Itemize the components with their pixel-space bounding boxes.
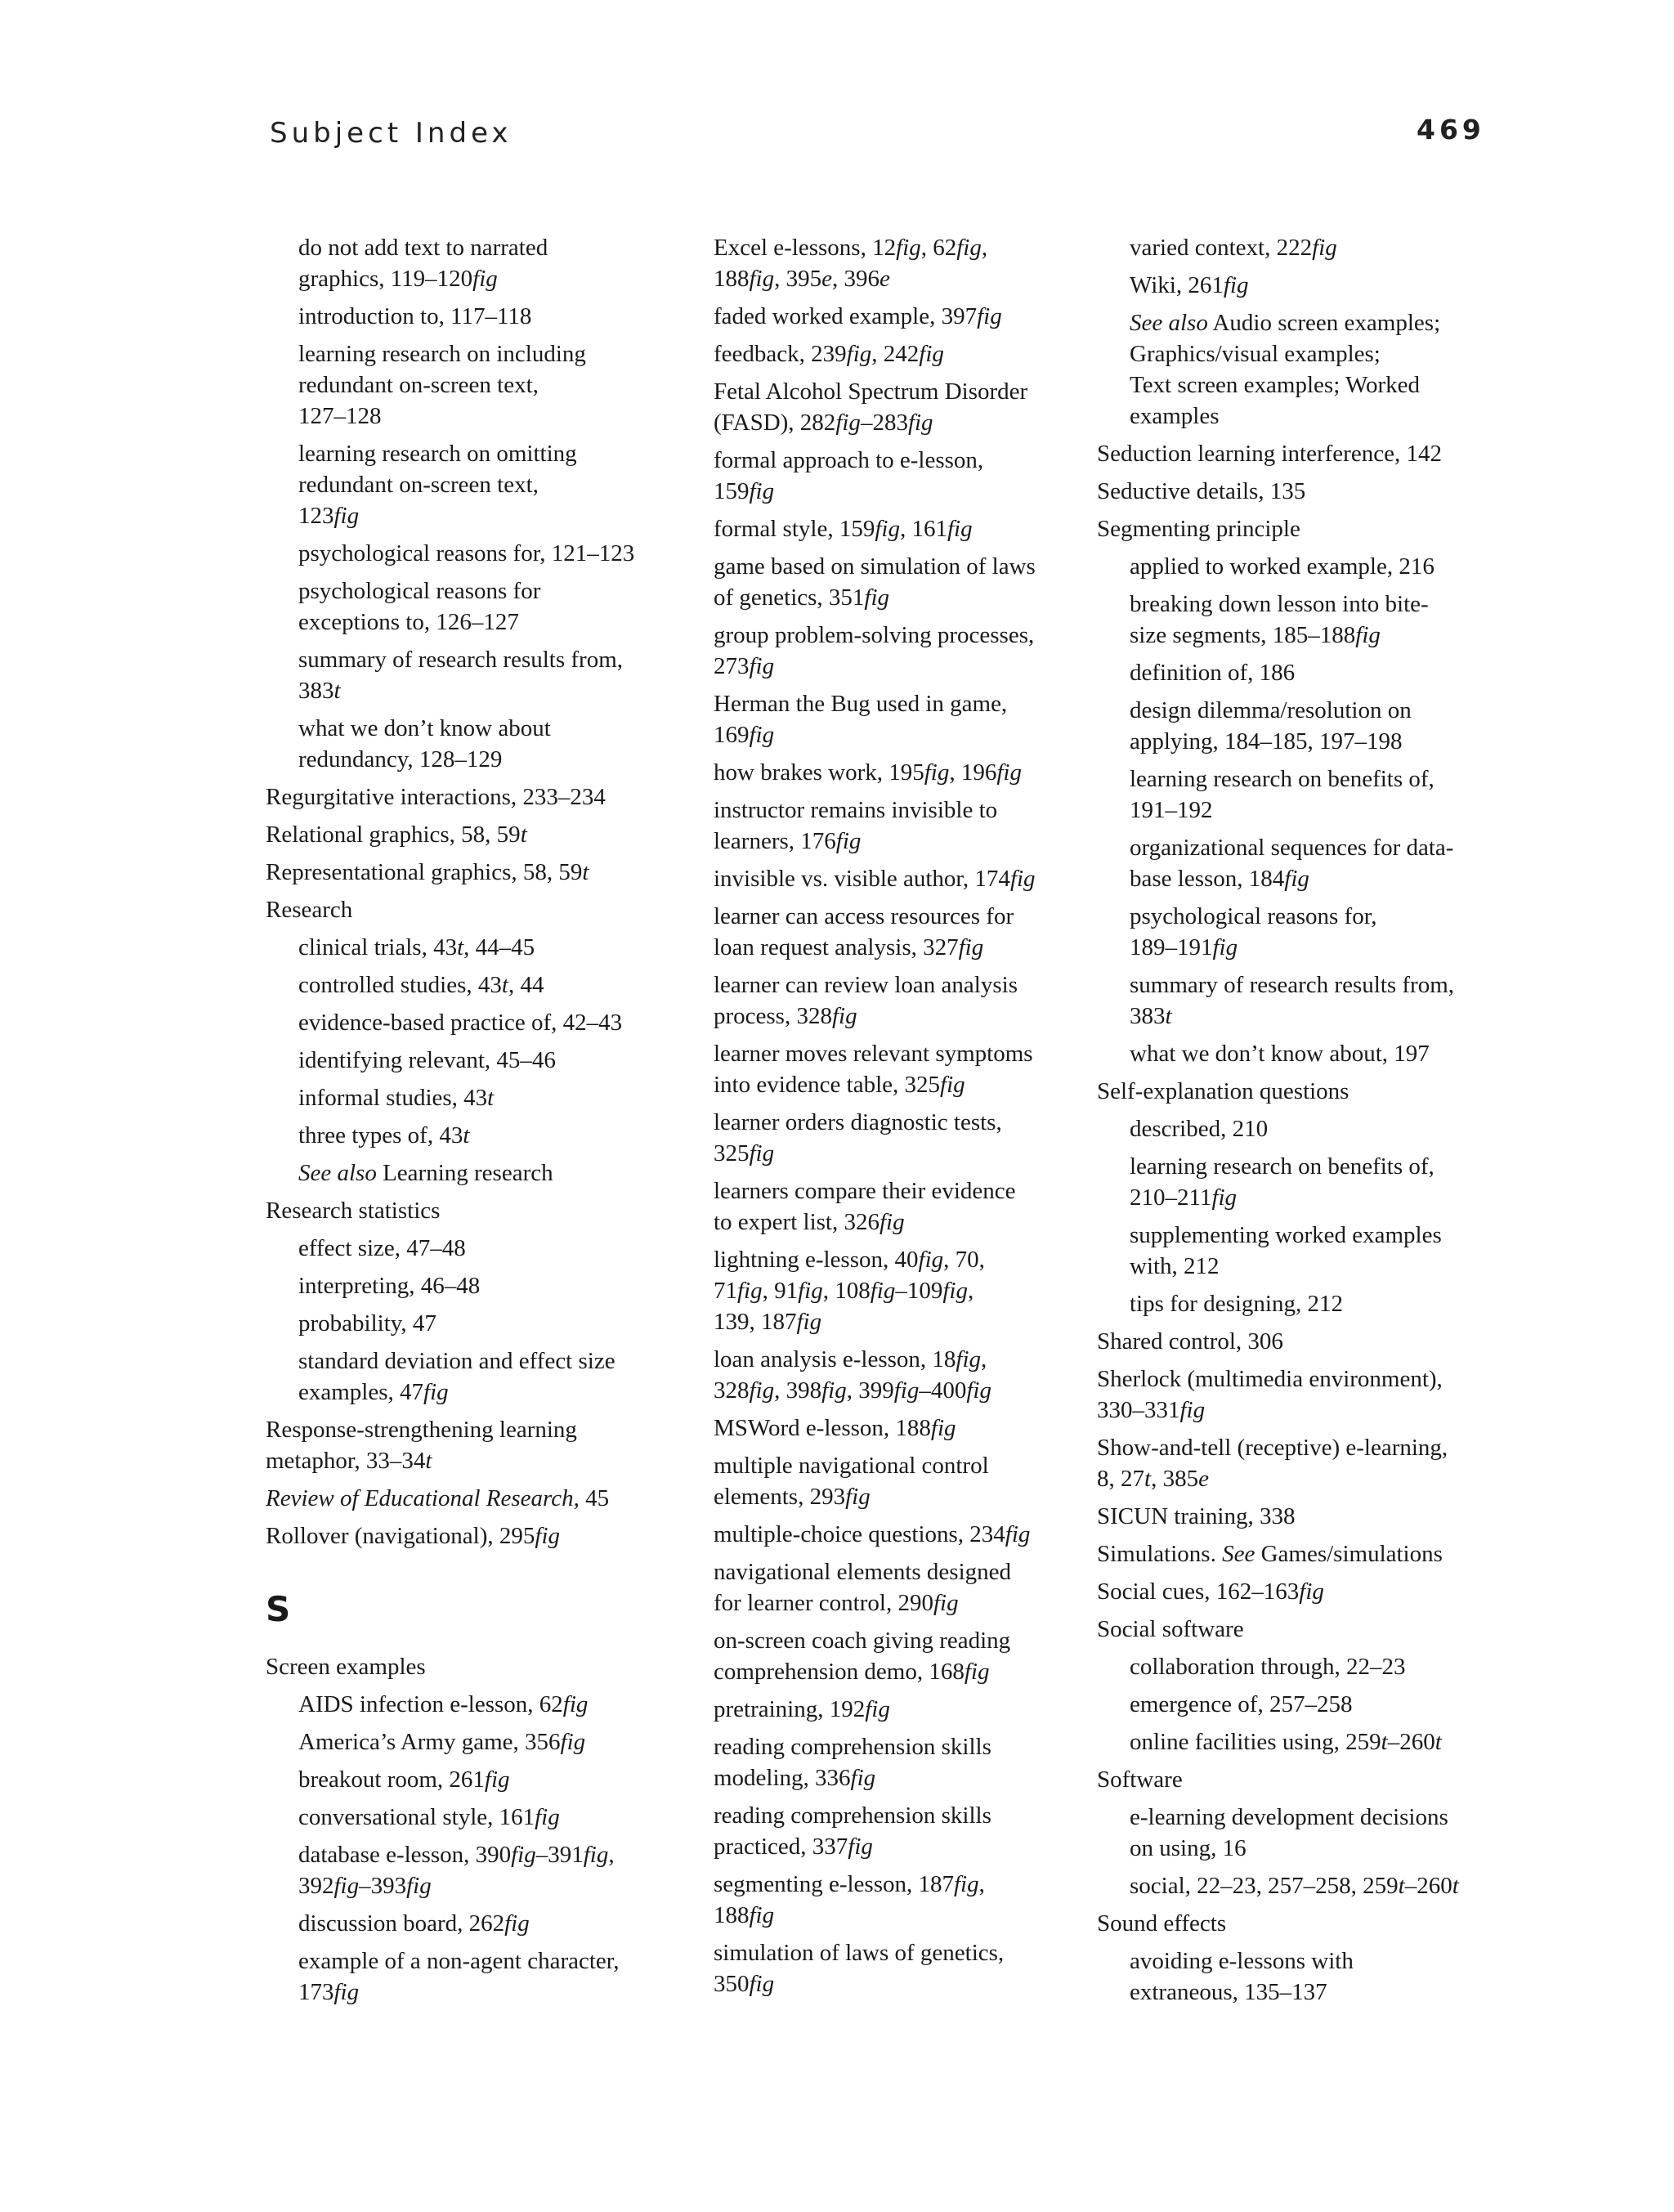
index-entry (266, 1520, 674, 1552)
index-entry-line: informal studies, 43t (298, 1085, 495, 1111)
index-entry-line: Regurgitative interactions, 233–234 (266, 784, 606, 810)
index-entry-line: examples (1130, 403, 1220, 429)
index-entry (714, 1244, 1073, 1337)
index-subentry (1130, 1151, 1489, 1213)
index-entry-line: feedback, 239fig, 242fig (714, 341, 944, 367)
index-entry (714, 1038, 1073, 1100)
index-entry-line: (FASD), 282fig–283fig (714, 410, 933, 436)
index-subentry (298, 932, 674, 963)
index-entry-line: Research statistics (266, 1198, 441, 1224)
index-entry-line: avoiding e-lessons with (1130, 1948, 1354, 1974)
index-entry-line: Rollover (navigational), 295fig (266, 1523, 561, 1549)
index-entry-line: database e-lesson, 390fig–391fig, (298, 1842, 615, 1868)
index-entry-line: examples, 47fig (298, 1379, 449, 1405)
index-entry-line: simulation of laws of genetics, (714, 1940, 1005, 1966)
index-entry-line: effect size, 47–48 (298, 1235, 466, 1261)
index-entry-line: multiple navigational control (714, 1453, 989, 1479)
index-entry (266, 1414, 674, 1476)
index-entry-line: 383t (298, 678, 341, 704)
index-entry-line: Sound effects (1097, 1910, 1227, 1937)
index-entry (1097, 1326, 1489, 1357)
index-entry-line: elements, 293fig (714, 1484, 871, 1510)
index-entry-line: Show-and-tell (receptive) e-learning, (1097, 1435, 1448, 1461)
index-entry-line: Research (266, 897, 353, 923)
index-subentry (298, 644, 674, 706)
index-entry (714, 1175, 1073, 1238)
index-entry-line: learning research on omitting (298, 441, 577, 467)
index-entry-line: 123fig (298, 503, 360, 529)
index-entry-line: Fetal Alcohol Spectrum Disorder (714, 378, 1028, 405)
index-subentry (1130, 1288, 1489, 1319)
index-entry-line: design dilemma/resolution on (1130, 697, 1412, 723)
index-subentry (1130, 657, 1489, 688)
index-entry-line: of genetics, 351fig (714, 584, 890, 611)
index-entry-line: 273fig (714, 653, 775, 679)
index-entry-line: do not add text to narrated (298, 235, 548, 261)
index-subentry (298, 538, 674, 569)
index-entry-line: 8, 27t, 385e (1097, 1466, 1209, 1492)
index-entry (714, 1800, 1073, 1862)
index-entry-line: three types of, 43t (298, 1122, 470, 1149)
index-entry-line: into evidence table, 325fig (714, 1072, 965, 1098)
index-entry-line: Screen examples (266, 1654, 426, 1680)
index-entry (1097, 476, 1489, 507)
index-subentry (1130, 695, 1489, 757)
index-subentry (1130, 307, 1489, 432)
index-entry-line: Representational graphics, 58, 59t (266, 859, 589, 885)
index-entry-line: breakout room, 261fig (298, 1766, 510, 1793)
index-subentry (298, 1764, 674, 1795)
index-entry-line: applying, 184–185, 197–198 (1130, 728, 1403, 754)
index-subentry (298, 1007, 674, 1038)
index-entry-line: breaking down lesson into bite- (1130, 591, 1429, 617)
index-entry-line: Segmenting principle (1097, 516, 1300, 542)
index-entry-line: game based on simulation of laws (714, 553, 1036, 580)
index-subentry (298, 1689, 674, 1720)
index-subentry (1130, 901, 1489, 963)
index-entry-line: AIDS infection e-lesson, 62fig (298, 1691, 589, 1717)
index-entry-line: 159fig (714, 478, 775, 504)
index-entry (714, 376, 1073, 438)
index-entry (1097, 1501, 1489, 1532)
index-entry-line: discussion board, 262fig (298, 1910, 530, 1937)
index-subentry (298, 713, 674, 775)
index-subentry (1130, 1802, 1489, 1864)
index-entry (714, 1556, 1073, 1619)
index-entry-line: reading comprehension skills (714, 1734, 991, 1760)
index-subentry (1130, 763, 1489, 826)
index-entry (714, 969, 1073, 1032)
index-entry-line: base lesson, 184fig (1130, 866, 1309, 892)
index-entry-line: 173fig (298, 1979, 360, 2005)
index-column-2 (714, 232, 1073, 2006)
index-entry-line: multiple-choice questions, 234fig (714, 1521, 1031, 1547)
index-entry-line: invisible vs. visible author, 174fig (714, 866, 1036, 892)
index-entry-line: 210–211fig (1130, 1184, 1238, 1211)
index-entry (1097, 513, 1489, 544)
index-entry-line: formal approach to e-lesson, (714, 447, 984, 473)
index-subentry (298, 1839, 674, 1901)
index-entry (714, 1869, 1073, 1931)
index-subentry (1130, 589, 1489, 651)
index-entry-line: lightning e-lesson, 40fig, 70, (714, 1247, 985, 1273)
index-entry-line: learner can review loan analysis (714, 972, 1018, 998)
index-entry-line: Response-strengthening learning (266, 1417, 577, 1443)
index-entry-line: learners compare their evidence (714, 1178, 1016, 1204)
index-entry-line: introduction to, 117–118 (298, 303, 532, 329)
index-entry-line: Graphics/visual examples; (1130, 341, 1381, 367)
index-entry (714, 1450, 1073, 1512)
index-entry-line: modeling, 336fig (714, 1765, 876, 1791)
index-entry-line: faded worked example, 397fig (714, 303, 1002, 329)
index-entry (1097, 1432, 1489, 1494)
index-entry (1097, 1363, 1489, 1426)
index-entry-line: learner can access resources for (714, 903, 1014, 929)
index-entry-line: emergence of, 257–258 (1130, 1691, 1353, 1717)
index-entry (266, 1483, 674, 1514)
page-number: 469 (1417, 114, 1485, 146)
index-entry-line: learning research on benefits of, (1130, 1153, 1435, 1180)
index-subentry (1130, 1220, 1489, 1282)
index-subentry (298, 1157, 674, 1189)
index-entry-line: 169fig (714, 722, 775, 748)
index-entry (1097, 1764, 1489, 1795)
index-entry (1097, 1538, 1489, 1569)
index-entry-line: segmenting e-lesson, 187fig, (714, 1871, 985, 1897)
index-entry-line: learner moves relevant symptoms (714, 1041, 1033, 1067)
index-entry (714, 338, 1073, 369)
index-subentry (298, 338, 674, 432)
index-subentry (1130, 1946, 1489, 2008)
index-entry (714, 688, 1073, 750)
index-subentry (1130, 1038, 1489, 1069)
index-entry (714, 1625, 1073, 1687)
index-entry-line: instructor remains invisible to (714, 797, 998, 823)
index-entry-line: America’s Army game, 356fig (298, 1729, 586, 1755)
index-entry-line: what we don’t know about, 197 (1130, 1041, 1430, 1067)
index-entry-line: metaphor, 33–34t (266, 1448, 432, 1474)
index-entry-line: 127–128 (298, 403, 382, 429)
index-subentry (1130, 1726, 1489, 1758)
index-entry-line: Social cues, 162–163fig (1097, 1578, 1324, 1605)
index-subentry (298, 232, 674, 294)
index-subentry (298, 575, 674, 638)
index-entry (1097, 1614, 1489, 1645)
index-entry-line: See also Audio screen examples; (1130, 310, 1441, 336)
index-entry (714, 620, 1073, 682)
index-entry-line: 383t (1130, 1003, 1172, 1029)
index-entry (714, 1937, 1073, 1999)
index-entry (266, 1195, 674, 1226)
index-entry-line: psychological reasons for (298, 578, 541, 604)
index-entry-line: applied to worked example, 216 (1130, 553, 1435, 580)
index-entry-line: evidence-based practice of, 42–43 (298, 1010, 623, 1036)
index-subentry (298, 1346, 674, 1408)
index-entry (714, 232, 1073, 294)
index-entry-line: Herman the Bug used in game, (714, 691, 1008, 717)
index-subentry (298, 301, 674, 332)
index-entry-line: Review of Educational Research, 45 (266, 1485, 610, 1511)
index-entry-line: comprehension demo, 168fig (714, 1659, 990, 1685)
index-entry-line: practiced, 337fig (714, 1834, 873, 1860)
index-entry (714, 1731, 1073, 1793)
index-entry-line: learning research on benefits of, (1130, 766, 1435, 792)
index-entry-line: how brakes work, 195fig, 196fig (714, 759, 1022, 786)
index-entry-line: Software (1097, 1766, 1183, 1793)
index-entry (266, 894, 674, 925)
index-entry-line: standard deviation and effect size (298, 1348, 615, 1374)
index-entry-line: pretraining, 192fig (714, 1696, 890, 1722)
index-entry-line: redundancy, 128–129 (298, 746, 503, 772)
index-subentry (298, 1045, 674, 1076)
index-entry-line: 191–192 (1130, 797, 1213, 823)
index-entry-line: Shared control, 306 (1097, 1328, 1283, 1355)
index-entry (714, 551, 1073, 613)
index-subentry (298, 1082, 674, 1113)
index-entry-line: tips for designing, 212 (1130, 1291, 1343, 1317)
index-entry-line: 330–331fig (1097, 1397, 1206, 1423)
index-subentry (1130, 1651, 1489, 1682)
index-entry-line: learners, 176fig (714, 828, 862, 854)
index-entry (266, 819, 674, 850)
index-entry-line: conversational style, 161fig (298, 1804, 560, 1830)
index-entry-line: online facilities using, 259t–260t (1130, 1729, 1442, 1755)
index-entry-line: clinical trials, 43t, 44–45 (298, 934, 535, 960)
index-subentry (298, 1908, 674, 1939)
index-entry-line: 188fig, 395e, 396e (714, 266, 890, 292)
index-entry-line: 350fig (714, 1971, 775, 1997)
index-entry-line: collaboration through, 22–23 (1130, 1654, 1406, 1680)
index-entry-line: to expert list, 326fig (714, 1209, 905, 1235)
index-subentry (1130, 832, 1489, 894)
index-entry-line: reading comprehension skills (714, 1802, 991, 1829)
index-entry-line: Seductive details, 135 (1097, 478, 1306, 504)
index-entry-line: with, 212 (1130, 1253, 1220, 1279)
index-entry (714, 1694, 1073, 1725)
index-entry-line: Social software (1097, 1616, 1244, 1642)
index-entry (714, 445, 1073, 507)
index-entry (714, 1519, 1073, 1550)
index-entry (714, 301, 1073, 332)
index-subentry (1130, 1870, 1489, 1901)
index-entry-line: Wiki, 261fig (1130, 272, 1249, 298)
index-entry-line: example of a non-agent character, (298, 1948, 620, 1974)
index-entry-line: varied context, 222fig (1130, 235, 1337, 261)
index-entry-line: SICUN training, 338 (1097, 1503, 1296, 1529)
index-entry-line: learning research on including (298, 341, 586, 367)
index-entry-line: redundant on-screen text, (298, 372, 539, 398)
index-entry-line: navigational elements designed (714, 1559, 1012, 1585)
index-subentry (298, 1233, 674, 1264)
index-entry-line: on using, 16 (1130, 1835, 1247, 1861)
index-entry-line: size segments, 185–188fig (1130, 622, 1381, 648)
index-entry-line: summary of research results from, (1130, 972, 1455, 998)
index-column-1 (266, 232, 674, 2014)
index-subentry (298, 438, 674, 531)
index-entry-line: MSWord e-lesson, 188fig (714, 1415, 956, 1441)
index-entry-line: what we don’t know about (298, 715, 551, 741)
index-entry-line: Excel e-lessons, 12fig, 62fig, (714, 235, 988, 261)
index-entry-line: loan request analysis, 327fig (714, 934, 984, 960)
index-entry-line: See also Learning research (298, 1160, 553, 1186)
index-entry (1097, 1908, 1489, 1939)
index-entry-line: 325fig (714, 1140, 775, 1166)
index-entry (714, 795, 1073, 857)
index-entry (266, 857, 674, 888)
index-entry-line: exceptions to, 126–127 (298, 609, 519, 635)
index-entry (266, 1651, 674, 1682)
index-subentry (298, 969, 674, 1001)
index-column-3 (1097, 232, 1489, 2014)
index-entry (714, 901, 1073, 963)
index-entry-line: social, 22–23, 257–258, 259t–260t (1130, 1873, 1459, 1899)
index-entry-line: 189–191fig (1130, 934, 1238, 960)
index-subentry (298, 1270, 674, 1301)
index-entry-line: psychological reasons for, (1130, 903, 1377, 929)
index-entry (714, 863, 1073, 894)
index-subentry (1130, 270, 1489, 301)
running-head: Subject Index (270, 117, 512, 150)
index-entry (1097, 438, 1489, 469)
index-entry-line: controlled studies, 43t, 44 (298, 972, 544, 998)
index-entry-line: Text screen examples; Worked (1130, 372, 1421, 398)
index-entry-line: interpreting, 46–48 (298, 1273, 481, 1299)
index-entry-line: Sherlock (multimedia environment), (1097, 1366, 1443, 1392)
index-entry-line: for learner control, 290fig (714, 1590, 959, 1616)
index-subentry (1130, 1113, 1489, 1144)
index-subentry (1130, 551, 1489, 582)
index-entry-line: Relational graphics, 58, 59t (266, 822, 527, 848)
index-subentry (298, 1120, 674, 1151)
index-entry-line: 392fig–393fig (298, 1873, 432, 1899)
index-entry-line: e-learning development decisions (1130, 1804, 1448, 1830)
index-entry-line: psychological reasons for, 121–123 (298, 540, 635, 566)
index-entry-line: described, 210 (1130, 1116, 1269, 1142)
index-entry-line: identifying relevant, 45–46 (298, 1047, 556, 1073)
index-entry-line: supplementing worked examples (1130, 1222, 1442, 1248)
index-entry-line: 188fig (714, 1902, 775, 1928)
index-subentry (1130, 969, 1489, 1032)
index-subentry (298, 1946, 674, 2008)
index-entry-line: process, 328fig (714, 1003, 857, 1029)
index-subentry (298, 1726, 674, 1758)
index-entry-line: on-screen coach giving reading (714, 1628, 1011, 1654)
index-entry-line: summary of research results from, (298, 647, 624, 673)
index-entry (714, 513, 1073, 544)
index-entry (1097, 1076, 1489, 1107)
section-letter-heading: S (266, 1589, 291, 1629)
index-subentry (298, 1308, 674, 1339)
index-entry-line: loan analysis e-lesson, 18fig, (714, 1346, 987, 1372)
index-entry (714, 757, 1073, 788)
index-entry-line: probability, 47 (298, 1310, 436, 1337)
index-subentry (1130, 1689, 1489, 1720)
index-entry-line: formal style, 159fig, 161fig (714, 516, 973, 542)
index-entry (266, 781, 674, 813)
index-entry-line: Self-explanation questions (1097, 1078, 1349, 1104)
index-subentry (298, 1802, 674, 1833)
index-entry (714, 1107, 1073, 1169)
index-entry-line: Simulations. See Games/simulations (1097, 1541, 1443, 1567)
index-entry-line: Seduction learning interference, 142 (1097, 441, 1442, 467)
index-subentry (1130, 232, 1489, 263)
index-entry-line: 71fig, 91fig, 108fig–109fig, (714, 1278, 974, 1304)
index-entry-line: group problem-solving processes, (714, 622, 1035, 648)
index-entry-line: 139, 187fig (714, 1309, 822, 1335)
index-entry-line: extraneous, 135–137 (1130, 1979, 1327, 2005)
index-entry-line: definition of, 186 (1130, 660, 1296, 686)
index-entry-line: organizational sequences for data- (1130, 835, 1454, 861)
index-entry-line: learner orders diagnostic tests, (714, 1109, 1002, 1135)
index-entry (714, 1413, 1073, 1444)
index-entry-line: graphics, 119–120fig (298, 266, 498, 292)
index-entry-line: 328fig, 398fig, 399fig–400fig (714, 1377, 991, 1404)
index-entry (1097, 1576, 1489, 1607)
index-entry (714, 1344, 1073, 1406)
index-entry-line: redundant on-screen text, (298, 472, 539, 498)
